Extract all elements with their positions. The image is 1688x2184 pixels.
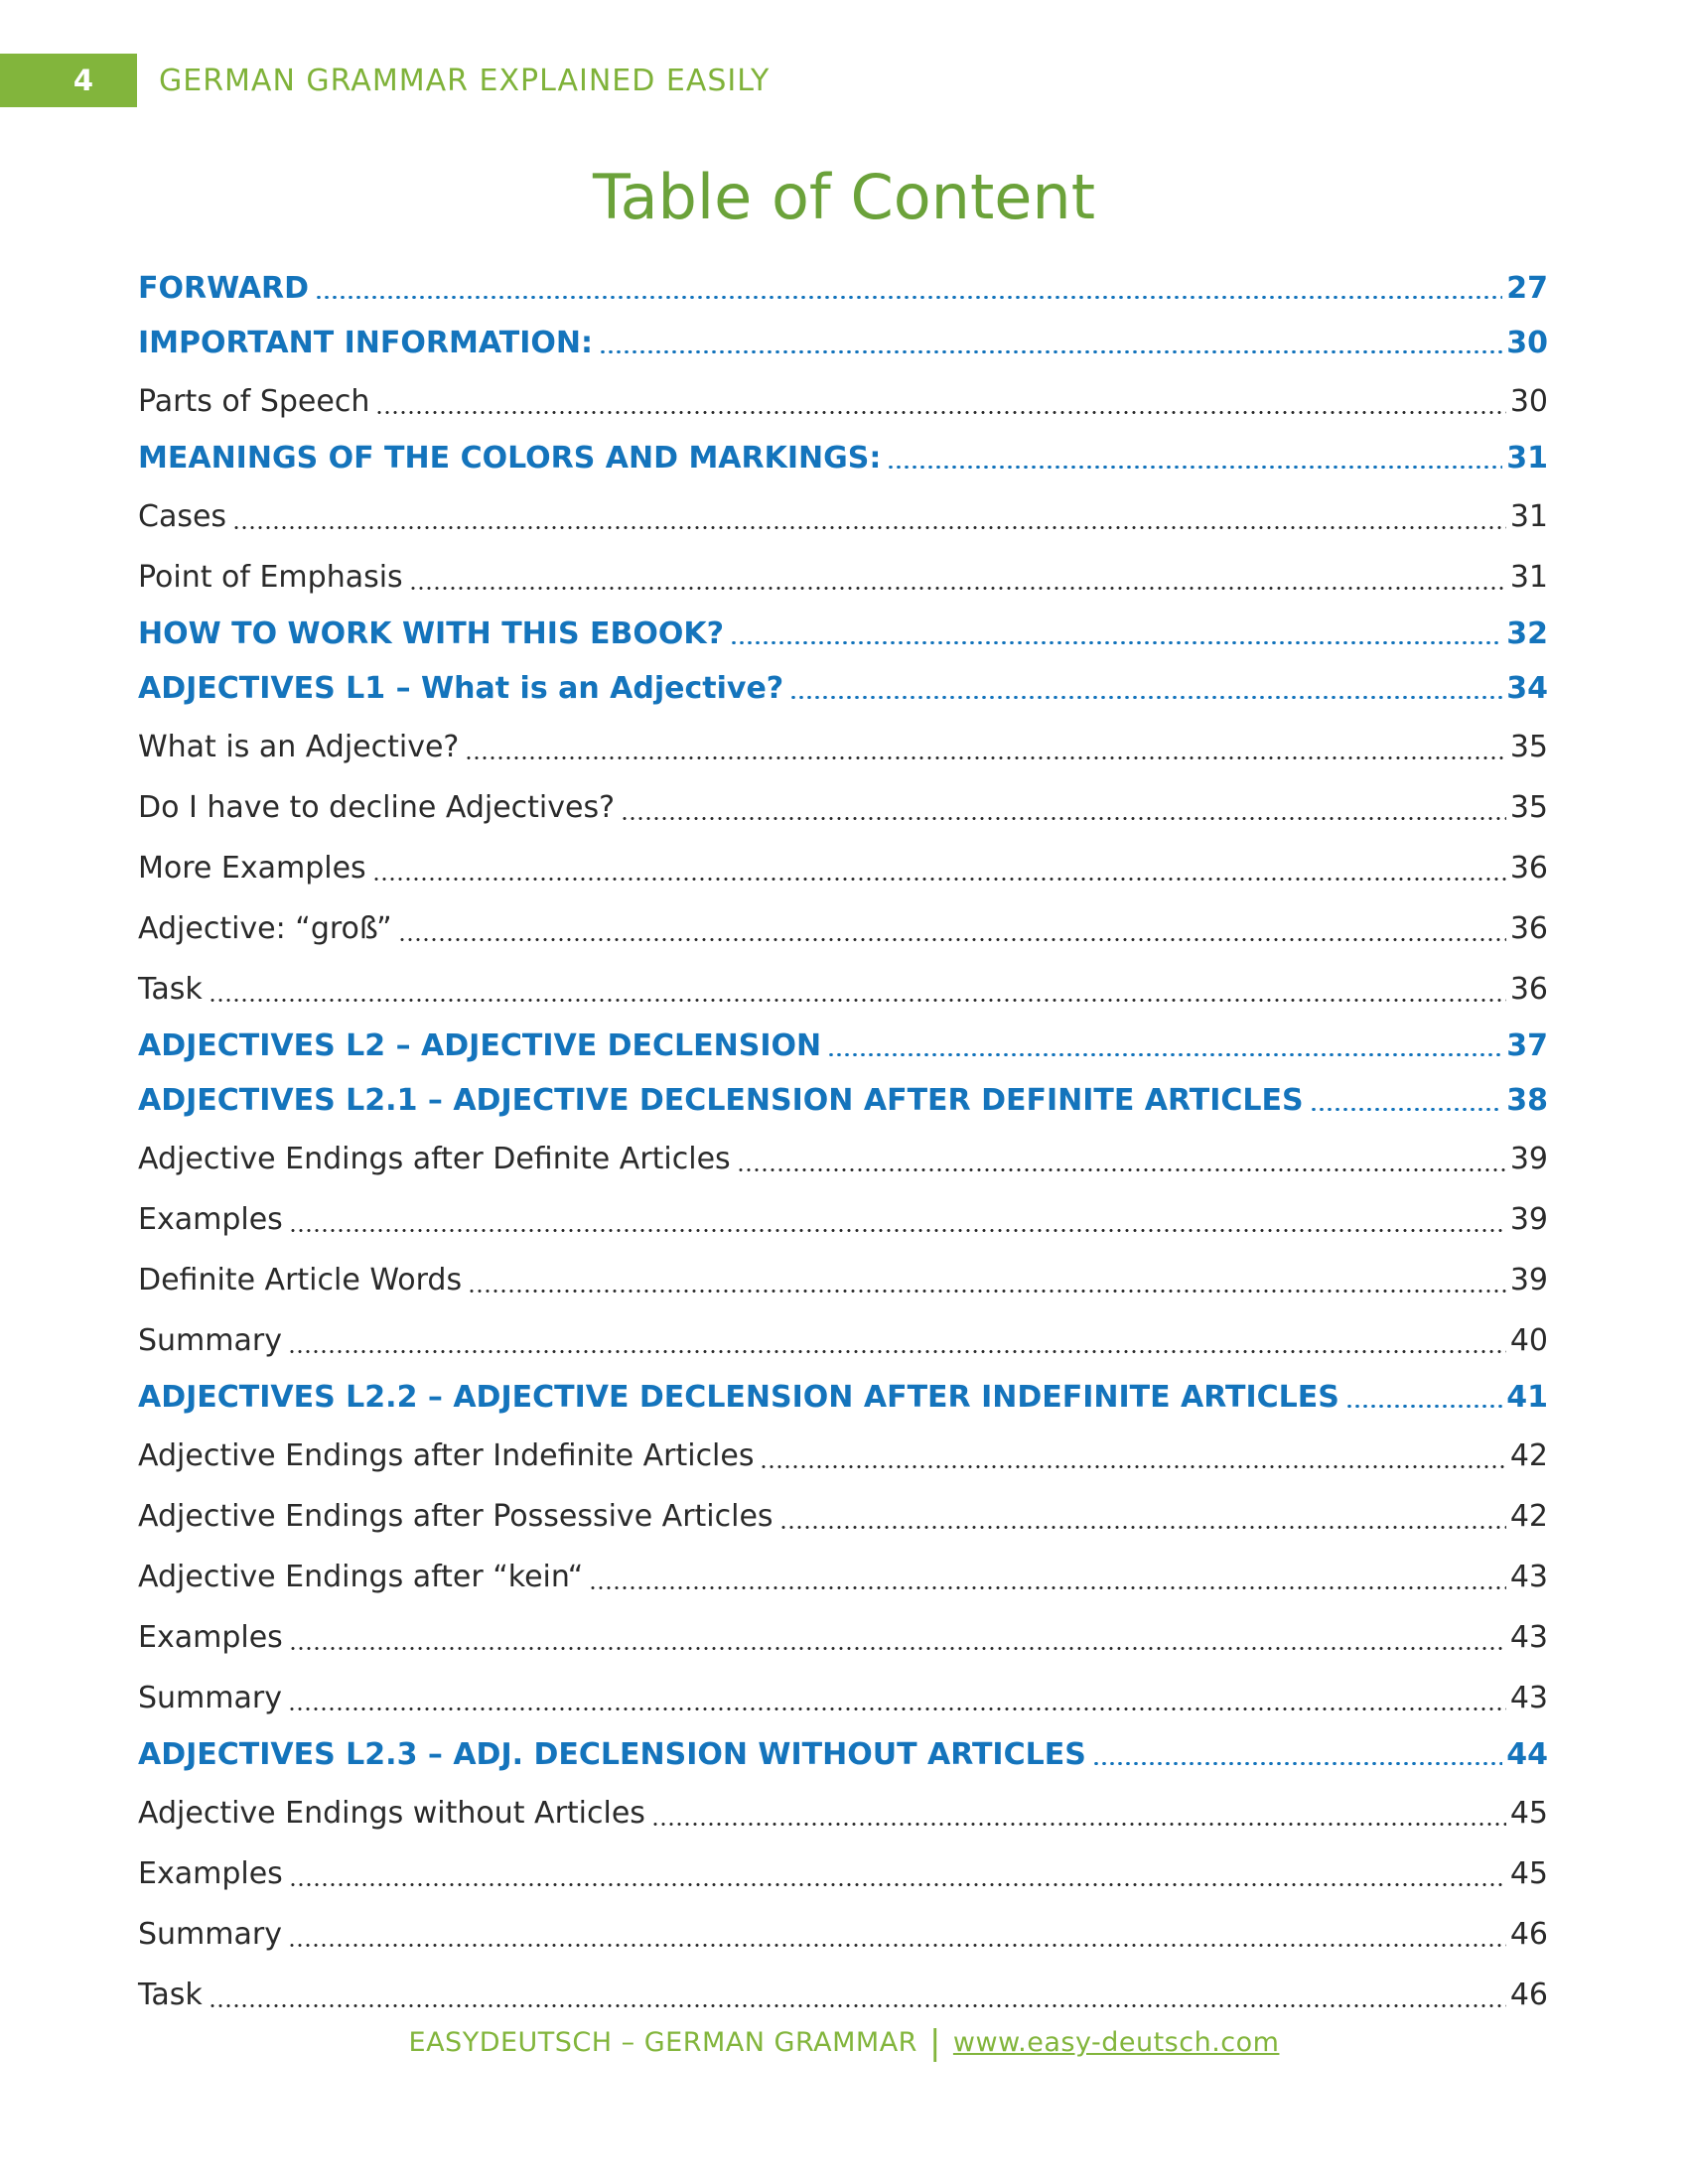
toc-entry-title: ADJECTIVES L1 – What is an Adjective? bbox=[138, 671, 784, 706]
toc-dot-leader bbox=[289, 1647, 1506, 1650]
footer-text: EASYDEUTSCH – GERMAN GRAMMAR bbox=[408, 2027, 917, 2058]
toc-page-number: 40 bbox=[1509, 1323, 1548, 1358]
toc-dot-leader bbox=[209, 2004, 1506, 2007]
toc-page-number: 46 bbox=[1509, 1978, 1548, 2012]
toc-chapter-entry[interactable] bbox=[138, 1725, 1548, 1780]
toc-page-number: 38 bbox=[1506, 1083, 1548, 1118]
toc-section-entry[interactable] bbox=[138, 714, 1548, 774]
toc-page-number: 45 bbox=[1509, 1856, 1548, 1891]
toc-page-number: 32 bbox=[1506, 616, 1548, 651]
toc-entry-title: HOW TO WORK WITH THIS EBOOK? bbox=[138, 616, 725, 651]
toc-dot-leader bbox=[737, 1168, 1506, 1171]
toc-chapter-entry[interactable] bbox=[138, 659, 1548, 714]
toc-entry-title: FORWARD bbox=[138, 271, 310, 306]
toc-page-number: 43 bbox=[1509, 1560, 1548, 1594]
toc-entry-title: Adjective: “groß” bbox=[138, 911, 392, 946]
toc-page-number: 35 bbox=[1509, 790, 1548, 825]
toc-page-number: 36 bbox=[1509, 911, 1548, 946]
toc-page-number: 39 bbox=[1509, 1263, 1548, 1297]
toc-section-entry[interactable] bbox=[138, 1841, 1548, 1901]
toc-page-number: 30 bbox=[1506, 326, 1548, 360]
toc-page-number: 46 bbox=[1509, 1917, 1548, 1952]
toc-page-number: 31 bbox=[1509, 560, 1548, 595]
toc-dot-leader bbox=[372, 878, 1506, 881]
toc-section-entry[interactable] bbox=[138, 956, 1548, 1017]
toc-entry-title: Examples bbox=[138, 1202, 283, 1237]
toc-chapter-entry[interactable] bbox=[138, 1071, 1548, 1126]
toc-section-entry[interactable] bbox=[138, 774, 1548, 835]
toc-page-number: 45 bbox=[1509, 1796, 1548, 1831]
toc-entry-title: More Examples bbox=[138, 851, 366, 886]
toc-dot-leader bbox=[375, 411, 1505, 414]
toc-section-entry[interactable] bbox=[138, 1604, 1548, 1665]
toc-section-entry[interactable] bbox=[138, 1483, 1548, 1544]
toc-entry-title: Do I have to decline Adjectives? bbox=[138, 790, 616, 825]
toc-entry-title: What is an Adjective? bbox=[138, 730, 460, 764]
footer-separator: | bbox=[928, 2023, 941, 2063]
toc-dot-leader bbox=[589, 1586, 1506, 1589]
toc-page-number: 30 bbox=[1509, 384, 1548, 419]
toc-section-entry[interactable] bbox=[138, 1780, 1548, 1841]
toc-section-entry[interactable] bbox=[138, 1962, 1548, 2022]
toc-section-entry[interactable] bbox=[138, 835, 1548, 895]
footer-website-link[interactable]: www.easy-deutsch.com bbox=[952, 2027, 1280, 2058]
toc-page-number: 31 bbox=[1509, 499, 1548, 534]
toc-dot-leader bbox=[465, 756, 1505, 759]
toc-entry-title: Point of Emphasis bbox=[138, 560, 403, 595]
toc-page-number: 41 bbox=[1506, 1380, 1548, 1415]
toc-dot-leader bbox=[599, 350, 1502, 353]
toc-section-entry[interactable] bbox=[138, 1423, 1548, 1483]
toc-entry-title: Adjective Endings after “kein“ bbox=[138, 1560, 584, 1594]
toc-section-entry[interactable] bbox=[138, 368, 1548, 429]
toc-dot-leader bbox=[1310, 1108, 1503, 1111]
toc-entry-title: ADJECTIVES L2 – ADJECTIVE DECLENSION bbox=[138, 1028, 822, 1063]
page-footer bbox=[0, 2020, 1688, 2063]
table-of-contents bbox=[138, 259, 1548, 2022]
toc-page-number: 31 bbox=[1506, 441, 1548, 476]
toc-entry-title: Adjective Endings after Possessive Articles bbox=[138, 1499, 774, 1534]
toc-dot-leader bbox=[232, 526, 1506, 529]
toc-dot-leader bbox=[209, 999, 1506, 1002]
page-number-badge bbox=[0, 54, 137, 107]
toc-page-number: 44 bbox=[1506, 1737, 1548, 1772]
toc-section-entry[interactable] bbox=[138, 1126, 1548, 1186]
toc-dot-leader bbox=[779, 1526, 1506, 1529]
toc-entry-title: Summary bbox=[138, 1323, 282, 1358]
toc-page-number: 34 bbox=[1506, 671, 1548, 706]
page-title: Table of Content bbox=[592, 161, 1096, 233]
toc-dot-leader bbox=[887, 466, 1502, 469]
toc-entry-title: ADJECTIVES L2.2 – ADJECTIVE DECLENSION AFTER INDEFINITE ARTICLES bbox=[138, 1380, 1339, 1415]
toc-chapter-entry[interactable] bbox=[138, 1017, 1548, 1071]
toc-dot-leader bbox=[398, 938, 1506, 941]
toc-dot-leader bbox=[315, 296, 1502, 299]
toc-page-number: 36 bbox=[1509, 972, 1548, 1007]
page-number: 4 bbox=[72, 64, 94, 97]
toc-page-number: 36 bbox=[1509, 851, 1548, 886]
toc-page-number: 37 bbox=[1506, 1028, 1548, 1063]
toc-entry-title: Examples bbox=[138, 1856, 283, 1891]
toc-dot-leader bbox=[409, 587, 1506, 590]
toc-page-number: 39 bbox=[1509, 1202, 1548, 1237]
toc-entry-title: Definite Article Words bbox=[138, 1263, 463, 1297]
toc-dot-leader bbox=[621, 817, 1506, 820]
toc-dot-leader bbox=[288, 1707, 1506, 1710]
toc-entry-title: Adjective Endings without Articles bbox=[138, 1796, 645, 1831]
toc-chapter-entry[interactable] bbox=[138, 1368, 1548, 1423]
toc-section-entry[interactable] bbox=[138, 1901, 1548, 1962]
toc-section-entry[interactable] bbox=[138, 1247, 1548, 1307]
toc-entry-title: ADJECTIVES L2.1 – ADJECTIVE DECLENSION AFTER DEFINITE ARTICLES bbox=[138, 1083, 1304, 1118]
toc-section-entry[interactable] bbox=[138, 483, 1548, 544]
toc-page-number: 39 bbox=[1509, 1142, 1548, 1176]
toc-entry-title: Task bbox=[138, 972, 203, 1007]
running-header: GERMAN GRAMMAR EXPLAINED EASILY bbox=[159, 63, 771, 98]
toc-page-number: 27 bbox=[1506, 271, 1548, 306]
toc-page-number: 43 bbox=[1509, 1681, 1548, 1715]
toc-entry-title: MEANINGS OF THE COLORS AND MARKINGS: bbox=[138, 441, 882, 476]
toc-entry-title: Summary bbox=[138, 1681, 282, 1715]
toc-entry-title: Examples bbox=[138, 1620, 283, 1655]
toc-dot-leader bbox=[288, 1944, 1506, 1947]
toc-dot-leader bbox=[827, 1053, 1502, 1056]
toc-section-entry[interactable] bbox=[138, 1544, 1548, 1604]
toc-dot-leader bbox=[789, 696, 1502, 699]
toc-entry-title: Adjective Endings after Definite Articles bbox=[138, 1142, 731, 1176]
toc-page-number: 42 bbox=[1509, 1438, 1548, 1473]
toc-dot-leader bbox=[1345, 1405, 1502, 1408]
toc-dot-leader bbox=[760, 1465, 1505, 1468]
toc-entry-title: Parts of Speech bbox=[138, 384, 370, 419]
toc-dot-leader bbox=[288, 1350, 1506, 1353]
toc-entry-title: Cases bbox=[138, 499, 227, 534]
toc-page-number: 42 bbox=[1509, 1499, 1548, 1534]
toc-chapter-entry[interactable] bbox=[138, 429, 1548, 483]
toc-chapter-entry[interactable] bbox=[138, 259, 1548, 314]
toc-page-number: 35 bbox=[1509, 730, 1548, 764]
toc-section-entry[interactable] bbox=[138, 1665, 1548, 1725]
toc-page-number: 43 bbox=[1509, 1620, 1548, 1655]
toc-dot-leader bbox=[289, 1883, 1506, 1886]
toc-chapter-entry[interactable] bbox=[138, 314, 1548, 368]
toc-section-entry[interactable] bbox=[138, 895, 1548, 956]
toc-entry-title: IMPORTANT INFORMATION: bbox=[138, 326, 593, 360]
toc-dot-leader bbox=[1092, 1762, 1502, 1765]
toc-section-entry[interactable] bbox=[138, 544, 1548, 605]
toc-dot-leader bbox=[289, 1229, 1506, 1232]
toc-entry-title: Task bbox=[138, 1978, 203, 2012]
toc-dot-leader bbox=[730, 641, 1502, 644]
toc-entry-title: Adjective Endings after Indefinite Articles bbox=[138, 1438, 755, 1473]
toc-chapter-entry[interactable] bbox=[138, 605, 1548, 659]
toc-dot-leader bbox=[651, 1823, 1506, 1826]
toc-entry-title: Summary bbox=[138, 1917, 282, 1952]
toc-section-entry[interactable] bbox=[138, 1186, 1548, 1247]
toc-section-entry[interactable] bbox=[138, 1307, 1548, 1368]
toc-entry-title: ADJECTIVES L2.3 – ADJ. DECLENSION WITHOUT ARTICLES bbox=[138, 1737, 1086, 1772]
toc-dot-leader bbox=[468, 1290, 1506, 1293]
